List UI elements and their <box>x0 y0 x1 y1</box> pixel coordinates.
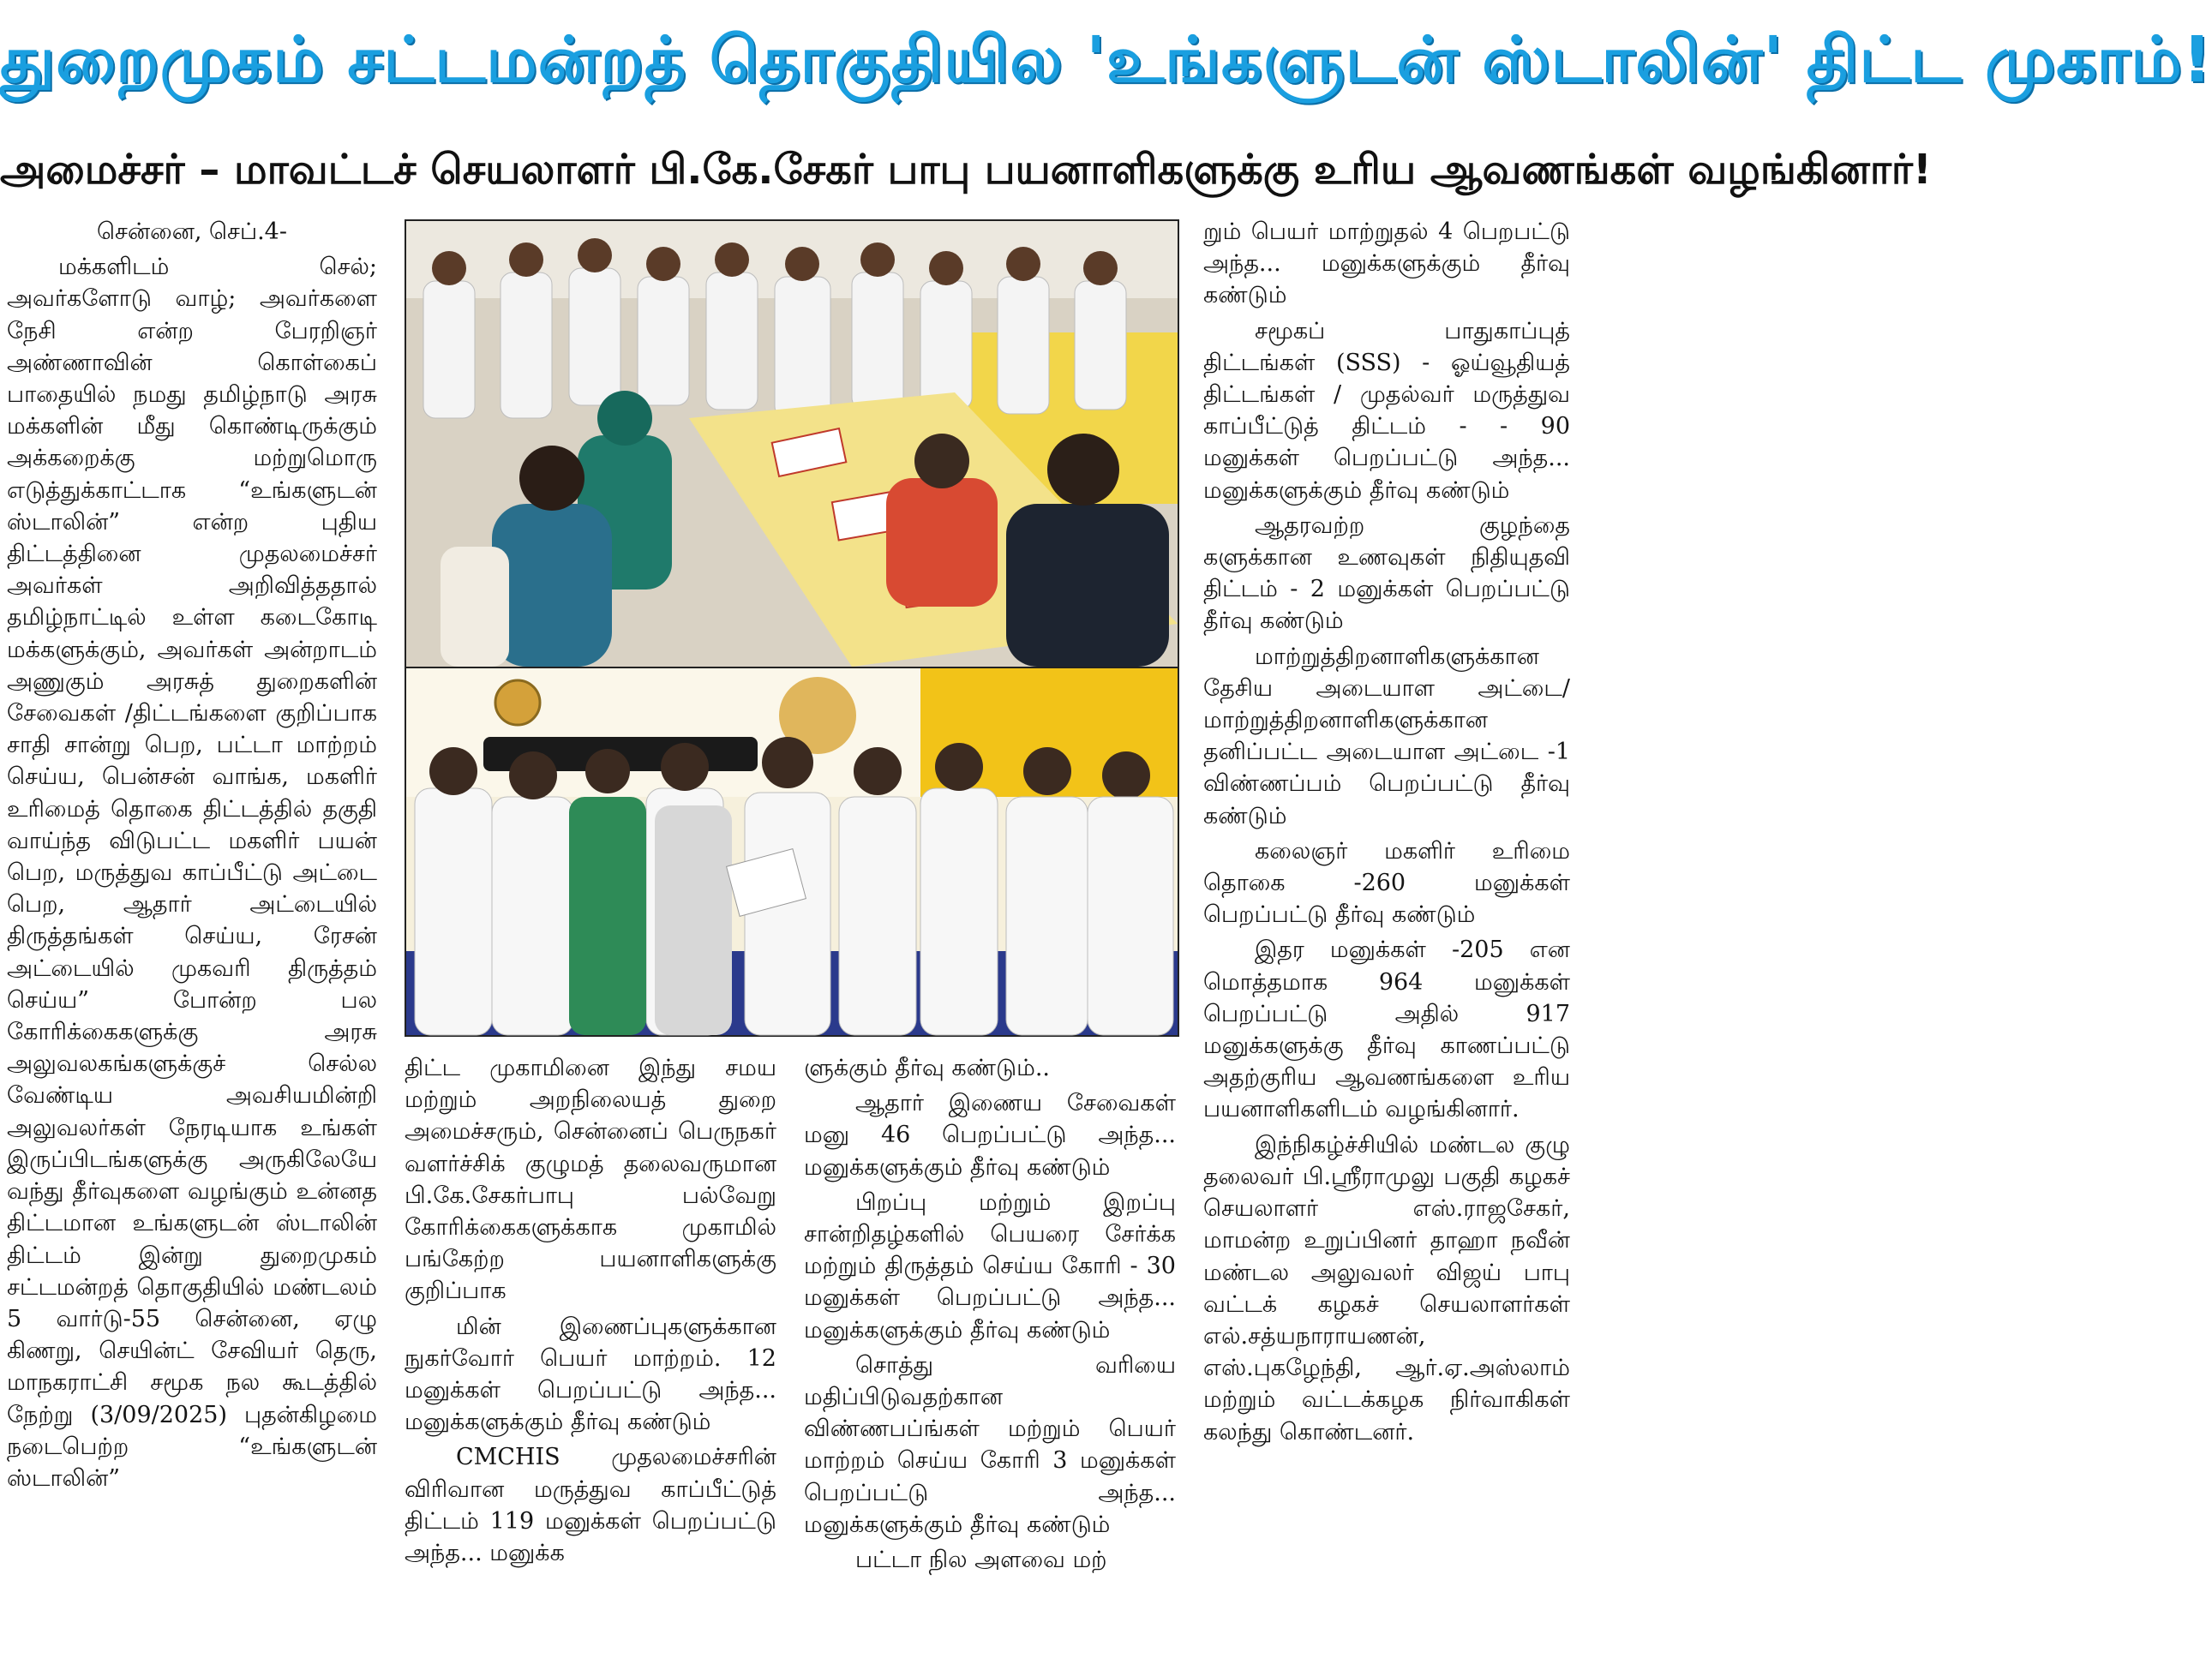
headline: துறைமுகம் சட்டமன்றத் தொகுதியில 'உங்களுடன் ஸ்டாலின்' திட்ட முகாம்! <box>0 23 2212 97</box>
article-paragraph: ஆதரவற்ற குழந்தை களுக்கான உணவுகள் நிதியுதவி திட்டம் - 2 மனுக்கள் பெறப்பட்டு தீர்வு கண்டும் <box>1203 512 1570 635</box>
article-paragraph: மக்களிடம் செல்; அவர்களோடு வாழ்; அவர்களை நேசி என்ற பேரறிஞர் அண்ணாவின் கொள்கைப் பாதையில் நமது தமிழ்நாடு அரசு மக்களின் மீது கொண்டிருக்கும் அக்கறைக்கு மற்றுமொரு எடுத்துக்காட்டாக “உங்களுடன் ஸ்டாலின்” என்ற புதிய திட்டத்தினை முதலமைச்சர் அவர்கள் அறிவித்ததால் தமிழ்நாட்டில் உள்ள கடைகோடி மக்களுக்கும், அவர்கள் அன்றாடம் அணுகும் அரசுத் துறைகளின் சேவைகள் /திட்டங்களை குறிப்பாக சாதி சான்று பெற, பட்டா மாற்றம் செய்ய, பென்சன் வாங்க, மகளிர் உரிமைத் தொகை திட்டத்தில் தகுதி வாய்ந்த விடுபட்ட மகளிர் பயன் பெற, மருத்துவ காப்பீட்டு அட்டை பெற, ஆதார் அட்டையில் திருத்தங்கள் செய்ய, ரேசன் அட்டையில் முகவரி திருத்தம் செய்ய” போன்ற பல கோரிக்கைகளுக்கு அரசு அலுவலகங்களுக்குச் செல்ல வேண்டிய அவசியமின்றி அலுவலர்கள் நேரடியாக உங்கள் இருப்பிடங்களுக்கு அருகிலேயே வந்து தீர்வுகளை வழங்கும் உன்னத திட்டமான உங்களுடன் ஸ்டாலின் திட்டம் இன்று துறைமுகம் சட்டமன்றத் தொகுதியில் மண்டலம் 5 வார்டு-55 சென்னை, ஏழு கிணறு, செயின்ட் சேவியர் தெரு, மாநகராட்சி சமூக நல கூடத்தில் நேற்று (3/09/2025) புதன்கிழமை நடைபெற்ற “உங்களுடன் ஸ்டாலின்” <box>7 254 377 1492</box>
dateline: சென்னை, செப்.4- <box>97 218 287 245</box>
article-column-2 <box>405 1052 776 1660</box>
photo-petition-desk <box>405 219 1179 668</box>
article-paragraph: பட்டா நில அளவை மற் <box>855 1547 1107 1574</box>
article-column-1 <box>7 216 377 1660</box>
article-paragraph: மின் இணைப்புகளுக்கான நுகர்வோர் பெயர் மாற்றம். 12 மனுக்கள் பெறப்பட்டு அந்த... மனுக்களுக்கும் தீர்வு கண்டும் <box>405 1313 776 1436</box>
article-paragraph: கலைஞர் மகளிர் உரிமை தொகை -260 மனுக்கள் பெறப்பட்டு தீர்வு கண்டும் <box>1203 837 1570 929</box>
article-paragraph: றும் பெயர் மாற்றுதல் 4 பெறபட்டு அந்த... மனுக்களுக்கும் தீர்வு கண்டும் <box>1203 218 1570 309</box>
article-column-3 <box>804 1052 1176 1660</box>
emblem-icon <box>495 680 540 725</box>
article-paragraph: இந்நிகழ்ச்சியில் மண்டல குழு தலைவர் பி.ஸ்ரீராமுலு பகுதி கழகச் செயலாளர் எஸ்.ராஜசேகர், மாமன்ற உறுப்பினர் தாஹா நவீன் மண்டல அலுவலர் விஜய் பாபு வட்டக் கழகச் செயலாளர்கள் எல்.சத்யநாராயணன், எஸ்.புகழேந்தி, ஆர்.ஏ.அஸ்லாம் மற்றும் வட்டக்கழக நிர்வாகிகள் கலந்து கொண்டனர். <box>1203 1131 1570 1446</box>
article-paragraph: திட்ட முகாமினை இந்து சமய மற்றும் அறநிலையத் துறை அமைச்சரும், சென்னைப் பெருநகர் வளர்ச்சிக் குழுமத் தலைவருமான பி.கே.சேகர்பாபு பல்வேறு கோரிக்கைகளுக்காக முகாமில் பங்கேற்ற பயனாளிகளுக்கு குறிப்பாக <box>405 1055 776 1305</box>
article-paragraph: சொத்து வரியை மதிப்பிடுவதற்கான விண்ணபப்ங்கள் மற்றும் பெயர் மாற்றம் செய்ய கோரி 3 மனுக்கள் பெறப்பட்டு அந்த... மனுக்களுக்கும் தீர்வு கண்டும் <box>804 1351 1176 1538</box>
article-paragraph: சமூகப் பாதுகாப்புத் திட்டங்கள் (SSS) - ஓய்வூதியத் திட்டங்கள் / முதல்வர் மருத்துவ காப்பீட்டுத் திட்டம் - - 90 மனுக்கள் பெறப்பட்டு அந்த... மனுக்களுக்கும் தீர்வு கண்டும் <box>1203 317 1570 504</box>
article-paragraph: ளுக்கும் தீர்வு கண்டும்.. <box>804 1055 1050 1081</box>
article-paragraph: இதர மனுக்கள் -205 என மொத்தமாக 964 மனுக்கள் பெறப்பட்டு அதில் 917 மனுக்களுக்கு தீர்வு காணப்பட்டு அதற்குரிய ஆவணங்களை உரிய பயனாளிகளிடம் வழங்கினார். <box>1203 937 1570 1123</box>
article-paragraph: CMCHIS முதலமைச்சரின் விரிவான மருத்துவ காப்பீட்டுத் திட்டம் 119 மனுக்கள் பெறப்பட்டு அந்த... மனுக்க <box>405 1444 776 1567</box>
article-paragraph: மாற்றுத்திறனாளிகளுக்கான தேசிய அடையாள அட்டை/ மாற்றுத்திறனாளிகளுக்கான தனிப்பட்ட அடையாள அட்டை -1 விண்ணப்பம் பெறப்பட்டு தீர்வு கண்டும் <box>1203 643 1570 829</box>
article-column-4 <box>1203 216 1570 1660</box>
article-paragraph: பிறப்பு மற்றும் இறப்பு சான்றிதழ்களில் பெயரை சேர்க்க மற்றும் திருத்தம் செய்ய கோரி - 30 மனுக்கள் பெறப்பட்டு அந்த... மனுக்களுக்கும் தீர்வு கண்டும் <box>804 1188 1176 1344</box>
article-paragraph: ஆதார் இணைய சேவைகள் மனு 46 பெறப்பட்டு அந்த... மனுக்களுக்கும் தீர்வு கண்டும் <box>804 1090 1176 1181</box>
photo-document-handover <box>405 667 1179 1037</box>
subheadline: அமைச்சர் – மாவட்டச் செயலாளர் பி.கே.சேகர் பாபு பயனாளிகளுக்கு உரிய ஆவணங்கள் வழங்கினார்! <box>0 146 1932 194</box>
